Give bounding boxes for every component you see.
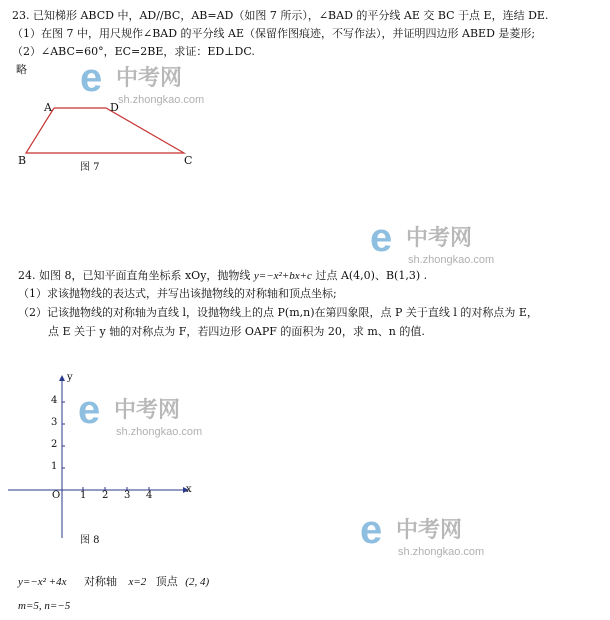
fig8-caption: 图 8 [80, 535, 100, 546]
fig8-origin: O [52, 490, 61, 501]
q24-answer1-formula: y=−x² +4x [18, 576, 67, 588]
q24-line1 [18, 269, 427, 283]
fig8-y-tick: 3 [51, 417, 58, 428]
q23-line2: （1）在图 7 中，用尺规作∠BAD 的平分线 AE（保留作图痕迹，不写作法），并证明四边形 ABED 是菱形; [12, 27, 536, 40]
watermark-url: sh.zhongkao.com [118, 94, 205, 106]
fig7-caption: 图 7 [80, 162, 100, 173]
q24-answer1 [18, 575, 209, 589]
watermark-text: 中考网 [114, 398, 181, 423]
q24-line3: （2）记该抛物线的对称轴为直线 l，设抛物线上的点 P(m,n)在第四象限，点 P 关于直线 l 的对称点为 E， [18, 306, 538, 319]
watermark-url: sh.zhongkao.com [116, 426, 203, 438]
q24-line1-formula: y=−x²+bx+c [253, 270, 312, 282]
watermark-text: 中考网 [116, 66, 183, 91]
fig7-label-d: D [110, 101, 119, 114]
q24-line4: 点 E 关于 y 轴的对称点为 F，若四边形 OAPF 的面积为 20，求 m、n 的值. [48, 325, 425, 338]
q24-answer1-vertex-value: (2, 4) [185, 576, 210, 588]
fig8-x-tick: 1 [80, 490, 87, 501]
q24-line1-prefix: 24. 如图 8，已知平面直角坐标系 xOy，抛物线 [18, 269, 254, 282]
fig8-y-tick: 4 [51, 395, 58, 406]
fig8-x-tick: 3 [124, 490, 131, 501]
fig8-x-tick: 4 [146, 490, 153, 501]
q24-answer1-axis-value: x=2 [128, 576, 147, 588]
fig7-label-a: A [44, 101, 52, 114]
fig7-label-c: C [184, 154, 193, 167]
trapezoid-outline [26, 108, 184, 153]
watermark-text: 中考网 [406, 226, 473, 251]
fig8-label-y: y [67, 372, 73, 383]
watermark-url: sh.zhongkao.com [408, 254, 495, 266]
watermark-e-icon: e [370, 216, 393, 260]
fig8-x-tick: 2 [102, 490, 109, 501]
watermark-text: 中考网 [396, 518, 463, 543]
watermark-url: sh.zhongkao.com [398, 546, 485, 558]
watermark-e-icon: e [360, 508, 383, 552]
fig8-y-tick: 1 [51, 461, 58, 472]
fig8-label-x: x [186, 484, 192, 495]
q24-answer1-axis-label: 对称轴 [83, 575, 117, 588]
q24-answer1-vertex-label: 顶点 [155, 575, 178, 588]
fig8-y-tick: 2 [51, 439, 58, 450]
q23-answer: 略 [16, 63, 27, 76]
q24-line1-suffix: 过点 A(4,0)、B(1,3) . [311, 269, 428, 282]
watermark-e-icon: e [78, 388, 101, 432]
q24-line2: （1）求该抛物线的表达式，并写出该抛物线的对称轴和顶点坐标; [18, 287, 337, 300]
q23-line1: 23. 已知梯形 ABCD 中，AD//BC，AB=AD（如图 7 所示），∠BAD 的平分线 AE 交 BC 于点 E，连结 DE. [12, 9, 549, 22]
fig7-label-b: B [18, 154, 27, 167]
q23-line3: （2）∠ABC=60°，EC=2BE，求证：ED⊥DC. [12, 45, 255, 58]
q24-answer2: m=5, n=−5 [18, 600, 71, 612]
watermark-e-icon: e [80, 56, 103, 100]
